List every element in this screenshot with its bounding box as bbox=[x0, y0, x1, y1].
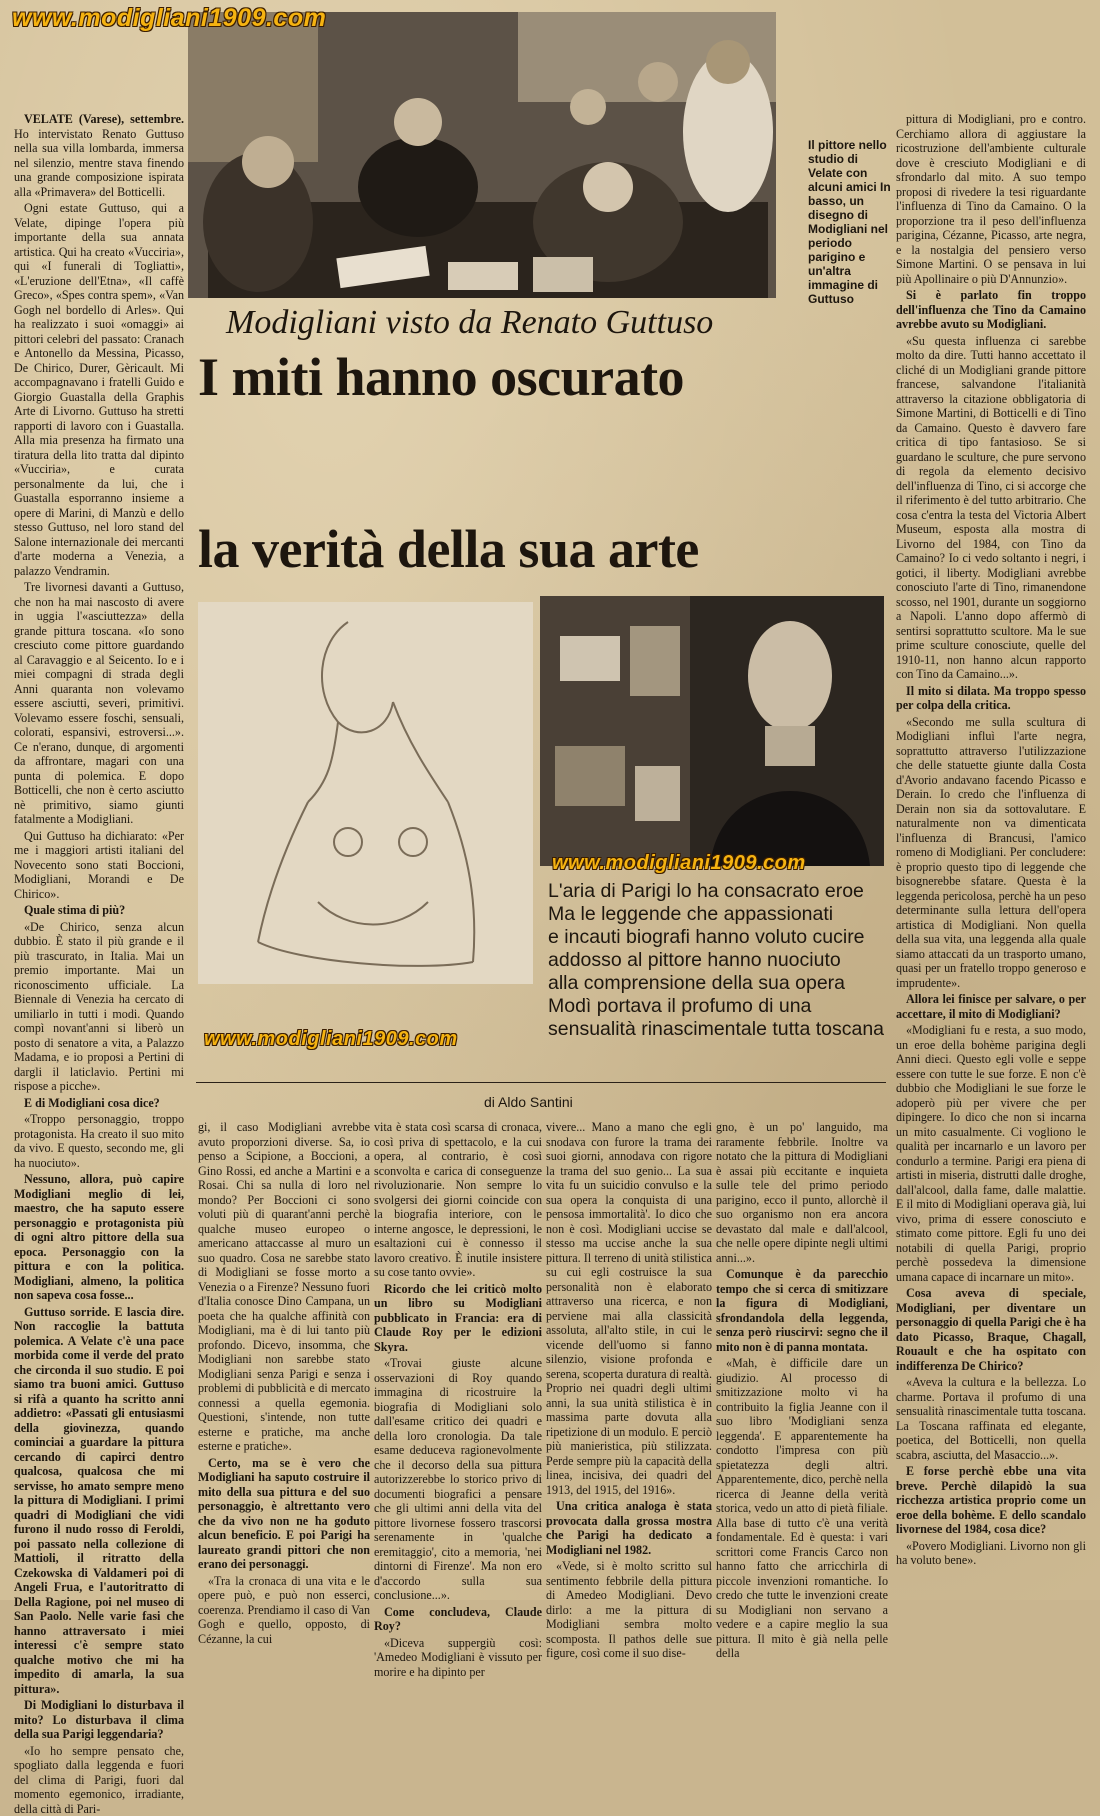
paragraph: «Modigliani fu e resta, a suo modo, un eroe della bohème parigina degli Anni dieci. Questo egli volle e seppe essere con tutte le sue forze. E non c'è dubbio che Modigliani le sue forze le adoperò più per vivere che per dipingere. Io dico che non si incarna un mito casualmente. Ci vogliono le qualità per incarnarlo e un lavoro per condurlo a termine. Parigi era piena di artisti in miseria, distrutti dalle droghe, dall'alcool, dalla fame, dalle malattie. E il mito di Modigliani operava già, lui vivo, prima di essere conosciuto e stimato come pittore. Egli fu uno dei notabili di quella Parigi, proprio perchè possedeva la dimensione umana capace di incarnare un mito». bbox=[896, 1023, 1086, 1284]
portrait-photo bbox=[540, 596, 884, 866]
paragraph: Guttuso sorride. E lascia dire. Non raccoglie la battuta polemica. A Velate c'è una pace morbida come il verde del prato che circonda il suo studio. E poi siamo tra buoni amici. Guttuso si rifà a quanto ha scritto anni addietro: «Passati gli entusiasmi della giovinezza, quando cominciai a guardare la pittura cercando di capirci dentro qualcosa, qualcosa che mi servisse, ho amato sempre meno la pittura di Modigliani. I primi quadri di Modigliani che vidi furono il nudo rosso di Feroldi, poi passato nella collezione di Mattioli, il ritratto della Czekowska di Valdameri poi di Angeli Frua, e l'autoritratto di Della Ragione, poi nel museo di San Paolo. Nelle varie fasi che hanno attraversato i miei interessi c'è sempre stato qualche motivo che mi ha impedito di amarla, la sua pittura». bbox=[14, 1305, 184, 1697]
paragraph: Ogni estate Guttuso, qui a Velate, dipinge l'opera più importante della sua annata artistica. Qui ha creato «Vucciria», qui «I funerali di Togliatti», «L'eruzione dell'Etna», «Il caffè Greco», «Spes contra spem», «Van Gogh nel bordello di Arles». Qui ha realizzato i suoi «omaggi» ai pittori celebri del passato: Cranach e Antonello da Messina, Picasso, De Chirico, Durer, Gèricault. Mi accompagnavano i fratelli Guido e Giorgio Guastalla della Graphis Arte di Livorno. Guttuso ha stretti rapporti di lavoro con i Guastalla. Alla mia presenza ha firmato una tiratura della lito tratta dal dipinto «Vucciria», e curata personalmente da lui, che i Guastalla esporranno insieme a opere di Marini, di Manzù e dello stesso Guttuso, nel loro stand del Salone internazionale dei mercanti d'arte moderna a Venezia, a palazzo Vendramin. bbox=[14, 201, 184, 578]
question: Nessuno, allora, può capire Modigliani meglio di lei, maestro, che ha saputo essere personaggio e protagonista più di ogni altro pittore della sua epoca. Personaggio con la pittura e con la politica. Modigliani, almeno, la politica non sapeva cosa fosse... bbox=[14, 1172, 184, 1303]
byline-rule bbox=[196, 1082, 886, 1083]
top-photo bbox=[188, 12, 776, 298]
question: Di Modigliani lo disturbava il mito? Lo disturbava il clima della sua Parigi leggendaria? bbox=[14, 1698, 184, 1742]
question: Si è parlato fin troppo dell'influenza che Tino da Camaino avrebbe avuto su Modigliani. bbox=[896, 288, 1086, 332]
paragraph: Qui Guttuso ha dichiarato: «Per me i maggiori artisti italiani del Novecento sono stati Boccioni, Modigliani, Morandi e De Chirico». bbox=[14, 829, 184, 902]
photo-caption bbox=[808, 138, 892, 306]
question: E di Modigliani cosa dice? bbox=[14, 1096, 184, 1111]
paragraph: vita è stata così scarsa di cronaca, così priva di spettacolo, e la cui opera, al contrario, è così sconvolta e carica di conseguenze rivoluzionarie. Non sempre lo svolgersi dei giorni coincide con la biografia interiore, con le interne angosce, le depressioni, le esaltazioni cui è connesso il lavoro creativo. È inutile insistere su cose tanto ovvie». bbox=[374, 1120, 542, 1280]
paragraph: «Trovai giuste alcune osservazioni di Roy quando immagina di ricostruire la biografia di Modigliani solo dall'esame critico dei quadri e della loro cronologia. Da tale esame deduceva ragionevolmente che il decorso della sua pittura autorizzerebbe lo storico privo di documenti biografici a pensare che gli ultimi anni della vita del pittore livornese fossero trascorsi serenamente in 'qualche eremitaggio', cito a memoria, 'nei dintorni di Firenze'. Ma non ero d'accordo sulla sua conclusione...». bbox=[374, 1356, 542, 1603]
paragraph: «Tra la cronaca di una vita e le opere può, e può non esserci, coerenza. Prendiamo il caso di Van Gogh e quello, opposto, di Cézanne, la cui bbox=[198, 1574, 370, 1647]
column-bottom-4 bbox=[716, 1120, 888, 1590]
paragraph: «Troppo personaggio, troppo protagonista. Ha creato il suo mito da vivo. E questo, secondo me, gli ha nuociuto». bbox=[14, 1112, 184, 1170]
question: Cosa aveva di speciale, Modigliani, per diventare un personaggio di quella Parigi che è ha dato Picasso, Braque, Chagall, Rouault e che ha ospitato con indifferenza De Chirico? bbox=[896, 1286, 1086, 1373]
column-bottom-1 bbox=[198, 1120, 370, 1590]
column-bottom-2 bbox=[374, 1120, 542, 1590]
summary-line: addosso al pittore hanno nuociuto bbox=[548, 949, 888, 972]
kicker: Modigliani visto da Renato Guttuso bbox=[226, 304, 713, 342]
paragraph bbox=[14, 112, 184, 199]
byline: di Aldo Santini bbox=[484, 1094, 573, 1110]
sketch-drawing bbox=[198, 602, 533, 984]
summary-line: alla comprensione della sua opera bbox=[548, 972, 888, 995]
watermark-bottom: www.modigliani1909.com bbox=[204, 1028, 458, 1051]
paragraph: «De Chirico, senza alcun dubbio. È stato il più grande e il più trascurato, in Italia. Mai un premio importante. Mai un riconoscimento ufficiale. La Biennale di Venezia ha cercato di umiliarlo in tutti i modi. Quando compì novant'anni si liberò un posto di senatore a vita, a Palazzo Madama, e io proposi a Pertini di dargli il laticlavio. Pertini mi rispose a picche». bbox=[14, 920, 184, 1094]
question: Una critica analoga è stata provocata dalla grossa mostra che Parigi ha dedicato a Modigliani nel 1982. bbox=[546, 1499, 712, 1557]
paragraph: «Vede, si è molto scritto sul sentimento febbrile della pittura di Amedeo Modigliani. Devo dirlo: a me la pittura di Modigliani sembra molto scomposta. Il pathos delle sue figure, così come il suo dise- bbox=[546, 1559, 712, 1661]
headline-line-1: I miti hanno oscurato bbox=[198, 348, 684, 406]
question: Certo, ma se è vero che Modigliani ha saputo costruire il mito della sua pittura e del suo personaggio, è altrettanto vero che da vivo non ne ha goduto alcun beneficio. E poi Parigi ha laureato grandi pittori che non erano dei personaggi. bbox=[198, 1456, 370, 1572]
question: Comunque è da parecchio tempo che si cerca di smitizzare la figura di Modigliani, sfrondandola della leggenda, senza però riuscirvi: segno che il mito non è di panna montata. bbox=[716, 1267, 888, 1354]
question: E forse perchè ebbe una vita breve. Perchè dilapidò la sua ricchezza artistica proprio come un eroe della bohème. E dello scandalo livornese del 1984, cosa dice? bbox=[896, 1464, 1086, 1537]
headline-line-2: la verità della sua arte bbox=[198, 520, 699, 578]
summary-deck bbox=[548, 880, 888, 1041]
question: Allora lei finisce per salvare, o per accettare, il mito di Modigliani? bbox=[896, 992, 1086, 1021]
paragraph: «Su questa influenza ci sarebbe molto da dire. Tutti hanno accettato il cliché di un Modigliani grande pittore francese, salvandone l'italianità attraverso la citazione obbligatoria di Simone Martini, di Botticelli e di Tino da Camaino. Questo è davvero fare critica di tipo fantasioso. Se si guardano le sculture, che pure servono di regola da elemento decisivo dell'influenza di Tino, ci si accorge che il riferimento è del tutto arbitrario. Che cosa c'entra la testa del Victoria Albert Museum, esposta alla mostra di Livorno del 1984, con Tino da Camaino? Io ci vedo soltanto i negri, i gotici, il liberty. Modigliani avrebbe conosciuto l'arte di Tino, rimanendone scosso, nel 1901, durante un soggiorno a Napoli. L'anno dopo affermò di sentirsi soprattutto scultore. Ma le sue prime sculture conosciute, quelle del 1910-11, non hanno alcun rapporto con Tino da Camaino...». bbox=[896, 334, 1086, 682]
column-left bbox=[14, 112, 184, 1590]
summary-line: Modì portava il profumo di una bbox=[548, 995, 888, 1018]
summary-line: Ma le leggende che appassionati bbox=[548, 903, 888, 926]
paragraph: gno, è un po' languido, ma raramente febbrile. Inoltre va notato che la pittura di Modigliani è assai più eccitante e inquieta sulle tele del primo periodo parigino, ecco il punto, allorchè il suo organismo non era ancora devastato dal male e dall'alcool, che nelle opere dipinte negli ultimi anni...». bbox=[716, 1120, 888, 1265]
paragraph: gi, il caso Modigliani avrebbe avuto proporzioni diverse. Sa, io penso a Scipione, a Boccioni, a Gino Rossi, ed anche a Martini e a Rosai. Chi sa nulla di loro nel mondo? Per Boccioni ci sono voluti più di quarant'anni perchè qualche museo europeo o americano attaccasse al muro un suo quadro. Cosa ne sarebbe stato di Modigliani se fosse morto a Venezia o a Firenze? Nessuno fuori d'Italia conosce Dino Campana, un poeta che ha qualche affinità con Modigliani, ma è di lui tanto più profondo. Dicevo, insomma, che Modigliani non sarebbe stato Modigliani senza Parigi e senza i problemi di pubblicità e di mercato connessi a quella egemonia. Questioni, s'intende, non tutte esterne e pratiche, ma anche esterne e pratiche». bbox=[198, 1120, 370, 1454]
paragraph: pittura di Modigliani, pro e contro. Cerchiamo allora di aggiustare la ricostruzione dell'ambiente culturale dove è cresciuto Modigliani e di sfrondarlo dal mito. A suo tempo proposi di rivedere la tesi riguardante l'influenza di Tino da Camaino. O la proporzione tra il peso dell'influenza parigina, Cézanne, Picasso, arte negra, e la nostalgia del pensiero verso Simone Martini. O se pensava in lui più Apollinaire o più D'Annunzio». bbox=[896, 112, 1086, 286]
dateline: VELATE (Varese), settembre. bbox=[24, 112, 184, 126]
summary-line: L'aria di Parigi lo ha consacrato eroe bbox=[548, 880, 888, 903]
paragraph: «Povero Modigliani. Livorno non gli ha voluto bene». bbox=[896, 1539, 1086, 1568]
paragraph: «Diceva suppergiù così: 'Amedeo Modigliani è vissuto per morire e ha dipinto per bbox=[374, 1636, 542, 1680]
modigliani-sketch bbox=[198, 602, 533, 984]
paragraph: «Secondo me sulla scultura di Modigliani influì l'arte negra, soprattutto attraverso l'utilizzazione che delle statuette giunte dalla Costa d'Avorio andavano facendo Picasso e Derain. Io credo che l'influenza di Derain non sia da sottovalutare. E naturalmente non va dimenticata l'influenza di Brancusi, l'amico romeno di Modigliani. Per concludere: è proprio questo tipo di leggende che bisognerebbe sfatare. Questa è la leggenda pericolosa, perchè ha un peso determinante sulla lettura dell'opera artistica di Modigliani. Non quella della sua vita, una leggenda alla quale siamo attaccati da un trasporto umano, quasi per un fratello troppo generoso e imprudente». bbox=[896, 715, 1086, 991]
paragraph: vivere... Mano a mano che egli snodava con furore la trama dei suoi giorni, annodava con rigore la trama del suo genio... La sua vita fu un suicidio convulso e la sua opera la conquista di una pensosa immortalità'. Io dico che non è così. Modigliani uccise se stesso ma uccise anche la sua pittura. Il terreno di unità stilistica su cui egli costruisce la sua personalità non è elaborato attraverso una ricerca, e non perviene mai alla classicità assoluta, all'alto stile, in cui le vicende dell'uomo si fanno silenzio, visione profonda e serena, scoperta duratura di realtà. Proprio nei quadri degli ultimi anni, la sua unità stilistica è in massima parte dovuta alla ripetizione di un modulo. E perciò più manieristica, più stilizzata. Perde sempre più la capacità della linea, incisiva, dei quadri del 1913, del 1915, del 1916». bbox=[546, 1120, 712, 1497]
paragraph: «Aveva la cultura e la bellezza. Lo charme. Portava il profumo di una sensualità rinascimentale tutta toscana. La Toscana raffinata ed elegante, poetica, del Botticelli, non quella scabra, asciutta, del Masaccio...». bbox=[896, 1375, 1086, 1462]
column-right bbox=[896, 112, 1086, 1590]
summary-line: e incauti biografi hanno voluto cucire bbox=[548, 926, 888, 949]
studio-photo-image bbox=[188, 12, 776, 298]
paragraph: Tre livornesi davanti a Guttuso, che non ha mai nascosto di avere in uggia l'«asciuttezza» della grande pittura toscana. «Io sono cresciuto come pittore guardando al Caravaggio e al Seicento. Io e i miei compagni di strada degli Anni quaranta non volevamo essere asciutti, severi, primitivi. Volevamo essere foschi, sensuali, colorati, espansivi, estroversi...». Ce n'erano, dunque, di argomenti da affrontare, magari con una punta di polemica. E dopo Botticelli, che non è certo asciutto nè primitivo, siamo giunti fatalmente a Modigliani. bbox=[14, 580, 184, 827]
column-bottom-3 bbox=[546, 1120, 712, 1590]
paragraph: «Mah, è difficile dare un giudizio. Al processo di smitizzazione molto vi ha contribuito la figlia Jeanne con il suo libro 'Modigliani senza leggenda'. E apparentemente ha condotto l'impresa con più spietatezza degli altri. Apparentemente, dico, perchè nella ricerca di Jeanne della verità storica, vedo un atto di pietà filiale. Alla base di tutto c'è una verità fondamentale. Ed è questa: i vari scrittori come Francis Carco non hanno fatto che arricchirla di piccole invenzioni romantiche. Io credo che tutte le invenzioni create su Modigliani non servano a vedere e a capire meglio la sua pittura. Il mito è già nella pelle della bbox=[716, 1356, 888, 1661]
guttuso-portrait-image bbox=[540, 596, 884, 866]
question: Come concludeva, Claude Roy? bbox=[374, 1605, 542, 1634]
question: Quale stima di più? bbox=[14, 903, 184, 918]
summary-line: sensualità rinascimentale tutta toscana bbox=[548, 1018, 888, 1041]
question: Ricordo che lei criticò molto un libro su Modigliani pubblicato in Francia: era di Claude Roy per le edizioni Skyra. bbox=[374, 1282, 542, 1355]
paragraph-text: Ho intervistato Renato Guttuso nella sua villa lombarda, immersa nel silenzio, mentre stava finendo una grande composizione ispirata alla «Primavera» del Botticelli. bbox=[14, 127, 184, 199]
watermark-top: www.modigliani1909.com bbox=[12, 4, 326, 33]
question: Il mito si dilata. Ma troppo spesso per colpa della critica. bbox=[896, 684, 1086, 713]
paragraph: «Io ho sempre pensato che, spogliato dalla leggenda e fuori del clima di Parigi, fuori dal momento egemonico, irradiante, della città di Pari- bbox=[14, 1744, 184, 1816]
photo-caption-text: Il pittore nello studio di Velate con alcuni amici In basso, un disegno di Modigliani nel periodo parigino e un'altra immagine di Guttuso bbox=[808, 138, 891, 306]
watermark-middle: www.modigliani1909.com bbox=[552, 852, 806, 875]
